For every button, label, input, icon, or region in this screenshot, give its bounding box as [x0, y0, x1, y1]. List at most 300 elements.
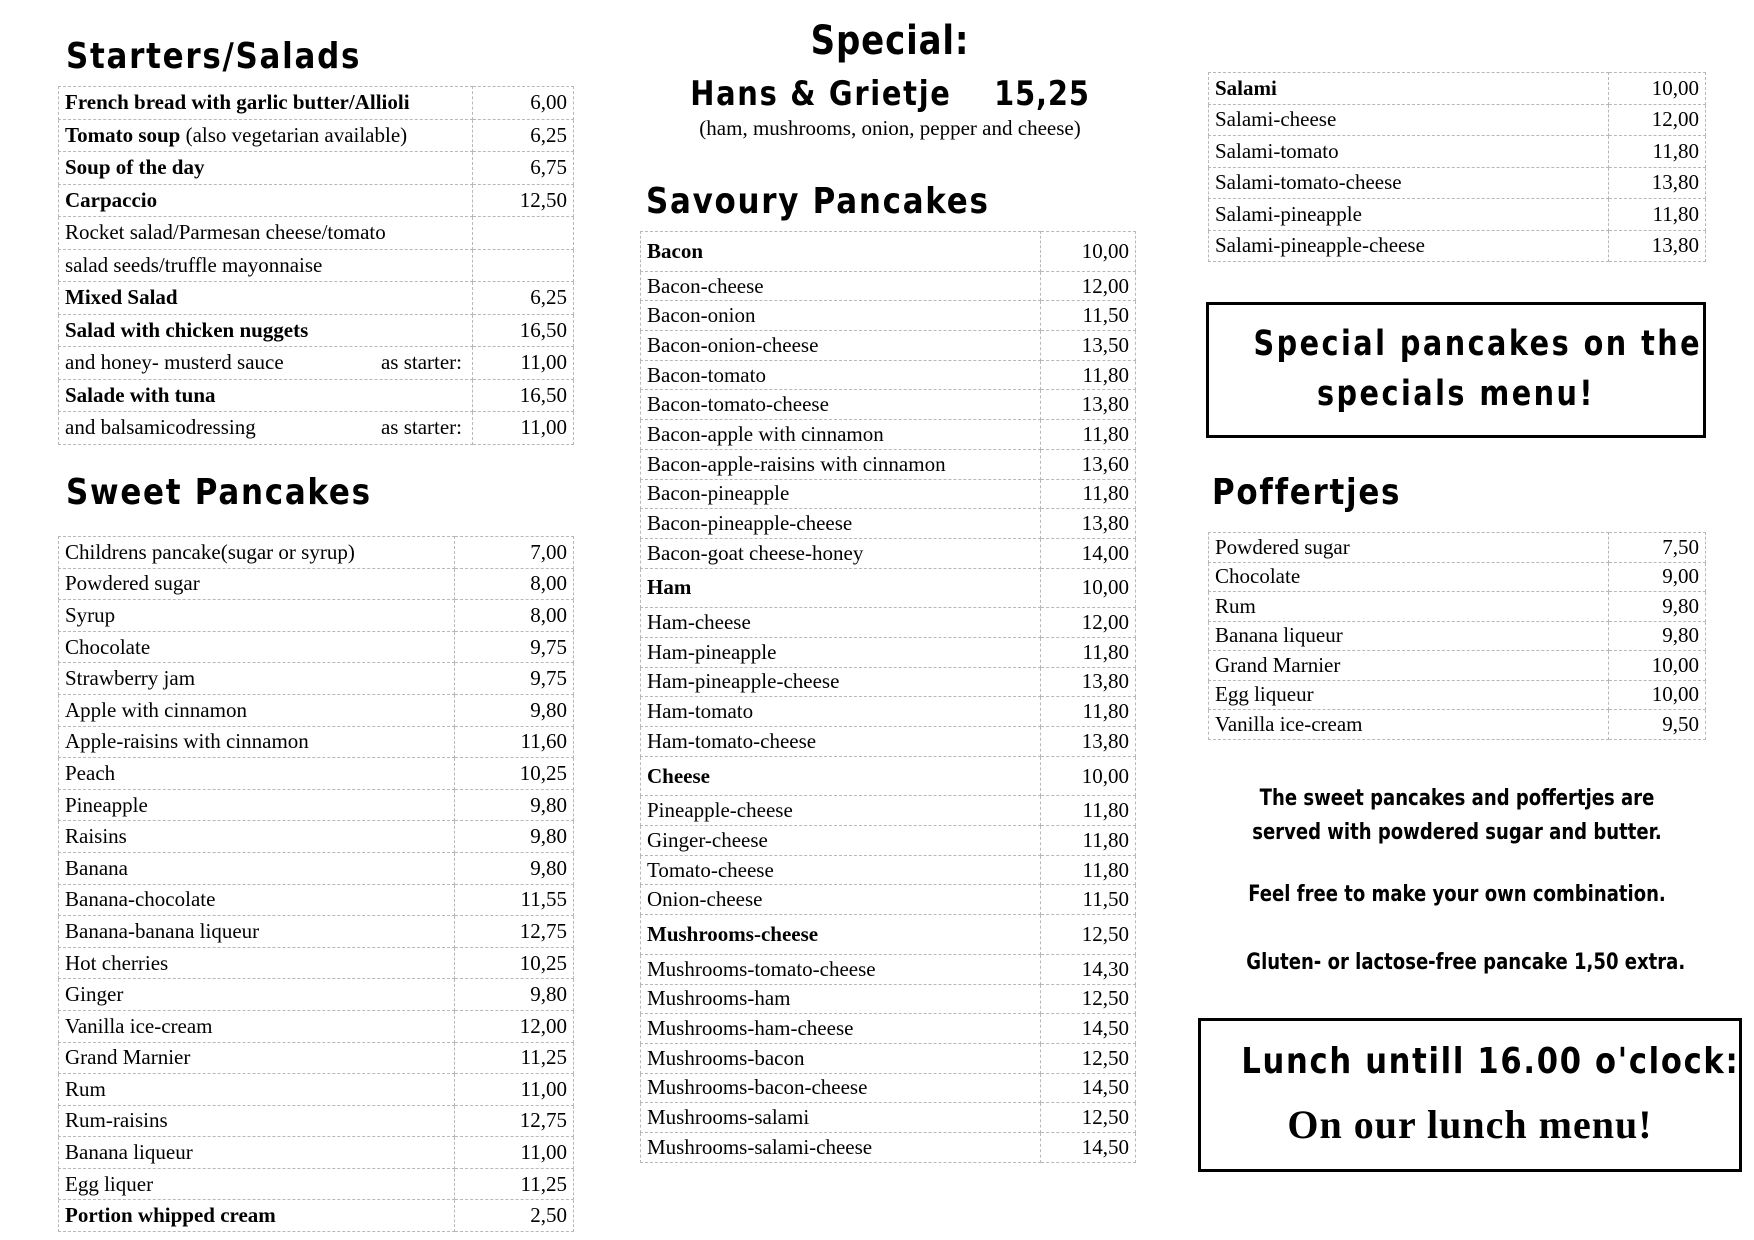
item-name: [641, 1043, 1041, 1073]
item-price: 11,80: [1041, 855, 1136, 885]
menu-row: [641, 855, 1136, 885]
item-price: 11,50: [1041, 301, 1136, 331]
item-name: [641, 420, 1041, 450]
item-name: [641, 232, 1041, 272]
item-name: [641, 271, 1041, 301]
item-price: 11,80: [1041, 479, 1136, 509]
item-name: [59, 1168, 455, 1200]
menu-row: [1209, 562, 1706, 592]
item-name-text: Tomato soup: [65, 122, 181, 147]
item-price: 11,00: [455, 1074, 574, 1106]
item-name: [641, 1132, 1041, 1162]
item-price: 7,50: [1609, 533, 1706, 563]
item-price: 16,50: [473, 314, 574, 347]
item-price: 11,00: [455, 1137, 574, 1169]
item-name: [59, 412, 473, 445]
item-name-text: Ham-pineapple-cheese: [647, 669, 840, 694]
item-name: [59, 217, 473, 250]
item-name-text: Cheese: [647, 763, 710, 788]
item-name: [641, 608, 1041, 638]
savoury-pancakes-heading: Savoury Pancakes: [646, 181, 990, 222]
menu-row: [1209, 167, 1706, 199]
item-name-text: Soup of the day: [65, 155, 205, 180]
item-name-text: French bread with garlic butter/Allioli: [65, 90, 410, 115]
item-name: [59, 347, 473, 380]
item-name: [641, 796, 1041, 826]
menu-row: [59, 852, 574, 884]
item-name: [641, 984, 1041, 1014]
item-name: [59, 979, 455, 1011]
item-name: [59, 947, 455, 979]
item-name: [59, 758, 455, 790]
menu-row: [641, 915, 1136, 955]
item-name: [59, 916, 455, 948]
special-price: 15,25: [994, 74, 1090, 114]
menu-row: [59, 884, 574, 916]
item-name-text: Apple-raisins with cinnamon: [65, 729, 309, 754]
item-name-text: Bacon-apple-raisins with cinnamon: [647, 451, 946, 476]
item-name-text: Grand Marnier: [1215, 652, 1341, 677]
item-name-text: Mushrooms-bacon: [647, 1045, 805, 1070]
item-name: [59, 537, 455, 569]
menu-row: [1209, 621, 1706, 651]
item-name-text: and honey- musterd sauce: [65, 350, 284, 375]
menu-row: [641, 826, 1136, 856]
item-price: 9,75: [455, 631, 574, 663]
menu-row: [59, 87, 574, 120]
menu-row: [59, 1105, 574, 1137]
special-description: (ham, mushrooms, onion, pepper and cheese): [699, 116, 1081, 140]
salami-table: [1208, 72, 1706, 262]
item-name: [641, 727, 1041, 757]
item-price: 10,25: [455, 947, 574, 979]
item-name: [59, 1042, 455, 1074]
item-price: 10,00: [1041, 232, 1136, 272]
item-name-text: Rum: [1215, 593, 1256, 618]
item-name-text: Powdered sugar: [65, 571, 200, 596]
item-name: [1209, 230, 1609, 262]
lunch-box-line1: Lunch untill 16.00 o'clock:: [1241, 1041, 1740, 1082]
item-price: 10,25: [455, 758, 574, 790]
menu-row: [641, 954, 1136, 984]
menu-row: [59, 600, 574, 632]
item-name-text: Ham-pineapple: [647, 639, 777, 664]
item-name-text: salad seeds/truffle mayonnaise: [65, 252, 323, 277]
menu-row: [641, 538, 1136, 568]
item-name-text: Bacon-onion: [647, 303, 756, 328]
item-name-text: Childrens pancake(sugar or syrup): [65, 539, 355, 564]
menu-row: [641, 1073, 1136, 1103]
item-name-text: Mushrooms-ham-cheese: [647, 1016, 854, 1041]
menu-row: [59, 412, 574, 445]
menu-row: [59, 1168, 574, 1200]
savoury-pancakes-table: [640, 231, 1136, 1163]
item-name: [641, 538, 1041, 568]
menu-row: [59, 789, 574, 821]
item-name: [1209, 199, 1609, 231]
item-price: 11,80: [1041, 826, 1136, 856]
menu-row: [641, 885, 1136, 915]
menu-row: [59, 631, 574, 663]
menu-row: [1209, 533, 1706, 563]
item-name: [641, 954, 1041, 984]
item-name-text: Ginger: [65, 982, 124, 1007]
menu-row: [59, 314, 574, 347]
item-name: [1209, 621, 1609, 651]
item-price: 6,00: [473, 87, 574, 120]
menu-row: [1209, 104, 1706, 136]
item-price: 10,00: [1609, 680, 1706, 710]
item-price: 11,80: [1609, 199, 1706, 231]
item-name-text: Pineapple-cheese: [647, 798, 793, 823]
item-price: 11,80: [1609, 136, 1706, 168]
item-name: [641, 756, 1041, 796]
menu-row: [59, 152, 574, 185]
menu-row: [59, 1042, 574, 1074]
item-price: 7,00: [455, 537, 574, 569]
item-name-text: Salami-tomato: [1215, 138, 1339, 163]
item-name: [1209, 104, 1609, 136]
item-price: 9,80: [455, 852, 574, 884]
item-price: 13,80: [1609, 230, 1706, 262]
item-name: [59, 379, 473, 412]
menu-row: [59, 249, 574, 282]
item-price: 13,80: [1609, 167, 1706, 199]
sweet-pancakes-table: [58, 536, 574, 1232]
item-name-text: Bacon-tomato-cheese: [647, 392, 829, 417]
menu-row: [59, 347, 574, 380]
item-name: [1209, 651, 1609, 681]
menu-row: [641, 360, 1136, 390]
item-price: 12,50: [473, 184, 574, 217]
item-name-text: Chocolate: [65, 634, 151, 659]
item-name-text: Pineapple: [65, 792, 148, 817]
item-name-text: Portion whipped cream: [65, 1203, 276, 1228]
item-name-text: Ham: [647, 575, 692, 600]
item-name-text: Bacon-goat cheese-honey: [647, 540, 864, 565]
menu-row: [641, 1014, 1136, 1044]
item-name-text: Bacon-tomato: [647, 362, 766, 387]
item-price: 10,00: [1041, 568, 1136, 608]
specials-box-line2: specials menu!: [1316, 374, 1595, 414]
item-name: [1209, 533, 1609, 563]
item-price: 9,50: [1609, 710, 1706, 740]
item-name: [59, 1074, 455, 1106]
item-name: [1209, 562, 1609, 592]
item-name: [1209, 136, 1609, 168]
item-name-text: Peach: [65, 760, 116, 785]
menu-row: [59, 184, 574, 217]
item-name: [641, 1103, 1041, 1133]
item-price: 11,80: [1041, 360, 1136, 390]
item-price: 14,50: [1041, 1073, 1136, 1103]
item-name-text: Banana liqueur: [65, 1140, 193, 1165]
item-name-text: Salami-pineapple-cheese: [1215, 233, 1425, 258]
item-name: [641, 509, 1041, 539]
item-name-text: Salami-tomato-cheese: [1215, 170, 1402, 195]
item-name: [59, 119, 473, 152]
item-name: [59, 152, 473, 185]
item-price: 11,80: [1041, 420, 1136, 450]
menu-row: [641, 331, 1136, 361]
item-name: [59, 184, 473, 217]
menu-row: [641, 637, 1136, 667]
item-name-text: Ginger-cheese: [647, 827, 768, 852]
item-price: 14,30: [1041, 954, 1136, 984]
item-name: [641, 826, 1041, 856]
item-price: 9,75: [455, 663, 574, 695]
menu-row: [641, 984, 1136, 1014]
lunch-box-line2: On our lunch menu!: [1287, 1102, 1653, 1147]
item-name: [59, 631, 455, 663]
special-block: [640, 18, 1140, 141]
item-price: 11,80: [1041, 796, 1136, 826]
menu-row: [641, 1132, 1136, 1162]
item-price: 8,00: [455, 568, 574, 600]
item-price: 11,00: [473, 347, 574, 380]
menu-row: [59, 568, 574, 600]
item-price: 13,60: [1041, 449, 1136, 479]
item-name-text: Vanilla ice-cream: [65, 1013, 213, 1038]
item-name-text: Banana-banana liqueur: [65, 918, 260, 943]
menu-row: [59, 663, 574, 695]
item-name: [1209, 167, 1609, 199]
item-name-text: Onion-cheese: [647, 887, 763, 912]
item-name-text: Salami: [1215, 75, 1277, 100]
item-price: 16,50: [473, 379, 574, 412]
item-name: [641, 667, 1041, 697]
item-name-text: Bacon-apple with cinnamon: [647, 421, 884, 446]
item-price: 9,80: [455, 694, 574, 726]
item-price: 9,80: [455, 821, 574, 853]
item-name-text: Bacon-pineapple-cheese: [647, 511, 853, 536]
item-name: [59, 282, 473, 315]
menu-row: [1209, 199, 1706, 231]
item-price: 2,50: [455, 1200, 574, 1232]
item-name-text: Vanilla ice-cream: [1215, 711, 1363, 736]
item-name-text: Mushrooms-bacon-cheese: [647, 1075, 868, 1100]
item-name-text: Mushrooms-salami: [647, 1105, 810, 1130]
item-name-text: Strawberry jam: [65, 666, 196, 691]
menu-row: [641, 1103, 1136, 1133]
item-name-text: Syrup: [65, 602, 116, 627]
item-name-text: Mixed Salad: [65, 285, 178, 310]
poffertjes-heading: Poffertjes: [1212, 472, 1402, 513]
menu-row: [59, 379, 574, 412]
item-price: 12,00: [1609, 104, 1706, 136]
item-price: 10,00: [1041, 756, 1136, 796]
menu-row: [59, 1010, 574, 1042]
note-line3: Feel free to make your own combination.: [1248, 882, 1666, 907]
note-line1: The sweet pancakes and poffertjes are: [1259, 786, 1655, 811]
menu-row: [59, 758, 574, 790]
menu-row: [1209, 136, 1706, 168]
item-price: [473, 217, 574, 250]
item-name: [641, 449, 1041, 479]
item-price: 12,75: [455, 916, 574, 948]
item-name: [59, 852, 455, 884]
item-name-text: Raisins: [65, 824, 127, 849]
item-name-text: Bacon: [647, 238, 704, 263]
item-price: [473, 249, 574, 282]
starters-table: [58, 86, 574, 445]
item-price: 12,00: [455, 1010, 574, 1042]
menu-row: [641, 697, 1136, 727]
menu-row: [59, 694, 574, 726]
item-price: 9,80: [455, 979, 574, 1011]
item-price: 13,50: [1041, 331, 1136, 361]
item-price: 11,55: [455, 884, 574, 916]
sweet-pancakes-heading: Sweet Pancakes: [66, 472, 372, 513]
item-name-text: Chocolate: [1215, 564, 1301, 589]
special-title: Special:: [810, 18, 970, 64]
menu-row: [59, 537, 574, 569]
item-price: 11,50: [1041, 885, 1136, 915]
item-price: 11,25: [455, 1042, 574, 1074]
menu-row: [59, 821, 574, 853]
item-price: 11,80: [1041, 697, 1136, 727]
item-price: 8,00: [455, 600, 574, 632]
item-name: [59, 1200, 455, 1232]
item-name: [59, 821, 455, 853]
item-name: [59, 1010, 455, 1042]
item-price: 14,50: [1041, 1132, 1136, 1162]
item-name: [59, 884, 455, 916]
item-name-text: Bacon-onion-cheese: [647, 332, 819, 357]
item-name-text: Tomato-cheese: [647, 857, 774, 882]
item-name: [59, 726, 455, 758]
special-line: [678, 74, 1103, 114]
item-name-text: Powdered sugar: [1215, 534, 1350, 559]
item-name: [641, 390, 1041, 420]
item-price: 6,25: [473, 119, 574, 152]
item-name-text: Egg liqueur: [1215, 682, 1314, 707]
menu-row: [641, 301, 1136, 331]
item-price: 11,25: [455, 1168, 574, 1200]
menu-row: [59, 916, 574, 948]
menu-row: [1209, 73, 1706, 105]
item-name-text: Salami-cheese: [1215, 107, 1337, 132]
item-price: 9,80: [1609, 592, 1706, 622]
item-price: 11,80: [1041, 637, 1136, 667]
item-price: 14,00: [1041, 538, 1136, 568]
menu-row: [641, 420, 1136, 450]
item-name: [59, 694, 455, 726]
item-name-text: Rum: [65, 1076, 106, 1101]
menu-row: [641, 390, 1136, 420]
item-name: [641, 479, 1041, 509]
item-name: [641, 360, 1041, 390]
special-name: Hans & Grietje: [690, 74, 952, 114]
item-price: 14,50: [1041, 1014, 1136, 1044]
menu-row: [1209, 651, 1706, 681]
item-name-text: Mushrooms-tomato-cheese: [647, 956, 876, 981]
item-name-text: Egg liquer: [65, 1171, 154, 1196]
item-name: [641, 301, 1041, 331]
menu-row: [59, 282, 574, 315]
item-name-text: Hot cherries: [65, 950, 169, 975]
item-price: 13,80: [1041, 727, 1136, 757]
item-name: [641, 885, 1041, 915]
menu-row: [1209, 680, 1706, 710]
item-price: 9,80: [455, 789, 574, 821]
item-name-text: Rocket salad/Parmesan cheese/tomato: [65, 220, 386, 245]
item-price: 11,60: [455, 726, 574, 758]
item-name-text: Ham-tomato: [647, 699, 754, 724]
menu-row: [641, 796, 1136, 826]
item-price: 12,00: [1041, 608, 1136, 638]
item-name-text: Ham-tomato-cheese: [647, 728, 817, 753]
item-price: 13,80: [1041, 509, 1136, 539]
item-name-text: Banana: [65, 855, 128, 880]
item-name: [641, 915, 1041, 955]
starters-heading: Starters/Salads: [66, 36, 362, 77]
item-name-text: Bacon-pineapple: [647, 481, 790, 506]
menu-row: [641, 232, 1136, 272]
menu-row: [59, 947, 574, 979]
item-name: [1209, 680, 1609, 710]
item-name: [59, 663, 455, 695]
specials-box-line1: Special pancakes on the: [1253, 324, 1703, 364]
item-name: [641, 1014, 1041, 1044]
menu-row: [641, 1043, 1136, 1073]
item-name-text: Rum-raisins: [65, 1108, 168, 1133]
starter-note: as starter:: [380, 350, 462, 375]
menu-row: [641, 568, 1136, 608]
item-name: [59, 249, 473, 282]
item-price: 6,75: [473, 152, 574, 185]
menu-row: [1209, 592, 1706, 622]
item-name-text: Salade with tuna: [65, 382, 216, 407]
item-name: [1209, 710, 1609, 740]
poffertjes-table: [1208, 532, 1706, 740]
menu-row: [641, 727, 1136, 757]
item-name: [59, 314, 473, 347]
item-name: [59, 600, 455, 632]
specials-menu-box: [1206, 302, 1706, 438]
menu-row: [59, 119, 574, 152]
menu-row: [59, 1074, 574, 1106]
item-name-text: Salad with chicken nuggets: [65, 317, 309, 342]
menu-row: [641, 479, 1136, 509]
menu-row: [59, 217, 574, 250]
menu-row: [1209, 710, 1706, 740]
item-price: 12,00: [1041, 271, 1136, 301]
item-name: [59, 789, 455, 821]
menu-row: [1209, 230, 1706, 262]
notes-block: [1200, 782, 1714, 980]
item-name: [1209, 592, 1609, 622]
item-name: [59, 87, 473, 120]
item-price: 13,80: [1041, 667, 1136, 697]
starter-note: as starter:: [380, 415, 462, 440]
item-name: [641, 331, 1041, 361]
item-price: 12,75: [455, 1105, 574, 1137]
item-name: [59, 1137, 455, 1169]
item-name-text: and balsamicodressing: [65, 415, 256, 440]
item-name: [641, 697, 1041, 727]
item-name-text: Apple with cinnamon: [65, 697, 247, 722]
menu-row: [641, 756, 1136, 796]
menu-row: [59, 726, 574, 758]
item-price: 12,50: [1041, 1043, 1136, 1073]
item-price: 13,80: [1041, 390, 1136, 420]
menu-row: [641, 449, 1136, 479]
item-price: 11,00: [473, 412, 574, 445]
item-name-text: Mushrooms-ham: [647, 986, 791, 1011]
item-name: [1209, 73, 1609, 105]
menu-row: [59, 1200, 574, 1232]
